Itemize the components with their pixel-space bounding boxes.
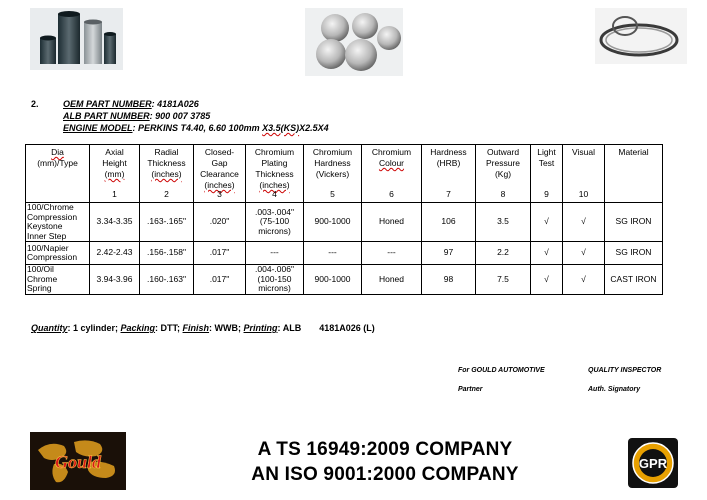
- table-row: [26, 203, 663, 242]
- cell-colour: Honed: [362, 203, 422, 242]
- cell-material: CAST IRON: [605, 265, 663, 295]
- table-row: [26, 265, 663, 295]
- col-closed-gap: Closed- Gap Clearance (inches) 3: [194, 145, 246, 203]
- cell-visual: √: [563, 242, 605, 265]
- quality-inspector-label: QUALITY INSPECTOR: [588, 367, 662, 374]
- col-dia-type: Dia (mm)/Type: [26, 145, 90, 203]
- col-axial-height: Axial Height (mm) 1: [90, 145, 140, 203]
- cell-hrb: 97: [422, 242, 476, 265]
- pistons-photo: [305, 8, 403, 76]
- oem-part-number-value: : 4181A026: [151, 99, 199, 109]
- oem-part-number: [63, 98, 199, 110]
- packing-value: : DTT;: [155, 323, 183, 333]
- cell-colour: Honed: [362, 265, 422, 295]
- cell-plating: .003-.004" (75-100 microns): [246, 203, 304, 242]
- cell-axial: 2.42-2.43: [90, 242, 140, 265]
- cell-pressure: 2.2: [476, 242, 531, 265]
- cell-light: √: [531, 242, 563, 265]
- packing-label: Packing: [120, 323, 156, 333]
- piston-rings-photo: [595, 8, 687, 64]
- col-chromium-hardness: Chromium Hardness (Vickers) 5: [304, 145, 362, 203]
- auth-signatory-label: Auth. Signatory: [588, 386, 641, 393]
- table-row: [26, 242, 663, 265]
- iso-9001-certification: AN ISO 9001:2000 COMPANY: [251, 464, 519, 485]
- cell-axial: 3.94-3.96: [90, 265, 140, 295]
- quantity-label: Quantity: [31, 323, 68, 333]
- cell-visual: √: [563, 203, 605, 242]
- cell-material: SG IRON: [605, 203, 663, 242]
- cell-pressure: 7.5: [476, 265, 531, 295]
- gould-logo: [30, 432, 126, 490]
- cell-hrb: 98: [422, 265, 476, 295]
- cell-gap: .020": [194, 203, 246, 242]
- table-header-row: [26, 145, 663, 203]
- printing-value: : ALB: [277, 323, 302, 333]
- col-outward-pressure: Outward Pressure (Kg) 8: [476, 145, 531, 203]
- col-chromium-colour: Chromium Colour 6: [362, 145, 422, 203]
- cell-pressure: 3.5: [476, 203, 531, 242]
- partner-label: Partner: [458, 386, 483, 393]
- cell-type: 100/Oil Chrome Spring: [26, 265, 90, 295]
- gpr-logo-text: GPR: [638, 456, 668, 471]
- gpr-logo: [628, 438, 678, 488]
- cell-radial: .156-.158": [140, 242, 194, 265]
- printing-label: Printing: [243, 323, 278, 333]
- col-material: Material: [605, 145, 663, 203]
- cell-light: √: [531, 265, 563, 295]
- col-plating-thickness: Chromium Plating Thickness (inches) 4: [246, 145, 304, 203]
- col-radial-thickness: Radial Thickness (inches) 2: [140, 145, 194, 203]
- finish-value: : WWB;: [209, 323, 244, 333]
- col-hardness-hrb: Hardness (HRB) 7: [422, 145, 476, 203]
- cell-type: 100/Napier Compression: [26, 242, 90, 265]
- cell-radial: .163-.165": [140, 203, 194, 242]
- order-details: [31, 323, 375, 333]
- finish-label: Finish: [182, 323, 210, 333]
- cell-plating: ---: [246, 242, 304, 265]
- cell-gap: .017": [194, 265, 246, 295]
- gould-logo-text: Gould: [54, 452, 102, 472]
- engine-model-value: : PERKINS T4.40, 6.60 100mm X3.5(KS)X2.5X4: [132, 123, 329, 133]
- for-gould-automotive: For GOULD AUTOMOTIVE: [458, 367, 545, 374]
- cell-radial: .160-.163": [140, 265, 194, 295]
- cell-hrb: 106: [422, 203, 476, 242]
- engine-model-label: ENGINE MODEL: [63, 123, 133, 133]
- cell-cr-hardness: ---: [304, 242, 362, 265]
- ts-16949-certification: A TS 16949:2009 COMPANY: [257, 439, 513, 460]
- cell-material: SG IRON: [605, 242, 663, 265]
- item-number: 2.: [31, 99, 39, 109]
- cell-axial: 3.34-3.35: [90, 203, 140, 242]
- cell-colour: ---: [362, 242, 422, 265]
- cylinder-liners-photo: [30, 8, 123, 70]
- cell-visual: √: [563, 265, 605, 295]
- col-visual: Visual 10: [563, 145, 605, 203]
- col-light-test: Light Test 9: [531, 145, 563, 203]
- cell-type: 100/Chrome Compression Keystone Inner Step: [26, 203, 90, 242]
- part-code: 4181A026 (L): [319, 323, 375, 333]
- quantity-value: : 1 cylinder;: [67, 323, 121, 333]
- cell-gap: .017": [194, 242, 246, 265]
- ring-spec-table: [25, 144, 663, 295]
- cell-light: √: [531, 203, 563, 242]
- engine-model: [63, 122, 329, 134]
- oem-part-number-label: OEM PART NUMBER: [63, 99, 152, 109]
- cell-cr-hardness: 900-1000: [304, 203, 362, 242]
- alb-part-number: [63, 110, 210, 122]
- alb-part-number-label: ALB PART NUMBER: [63, 111, 150, 121]
- cell-cr-hardness: 900-1000: [304, 265, 362, 295]
- alb-part-number-value: : 900 007 3785: [149, 111, 211, 121]
- cell-plating: .004-.006" (100-150 microns): [246, 265, 304, 295]
